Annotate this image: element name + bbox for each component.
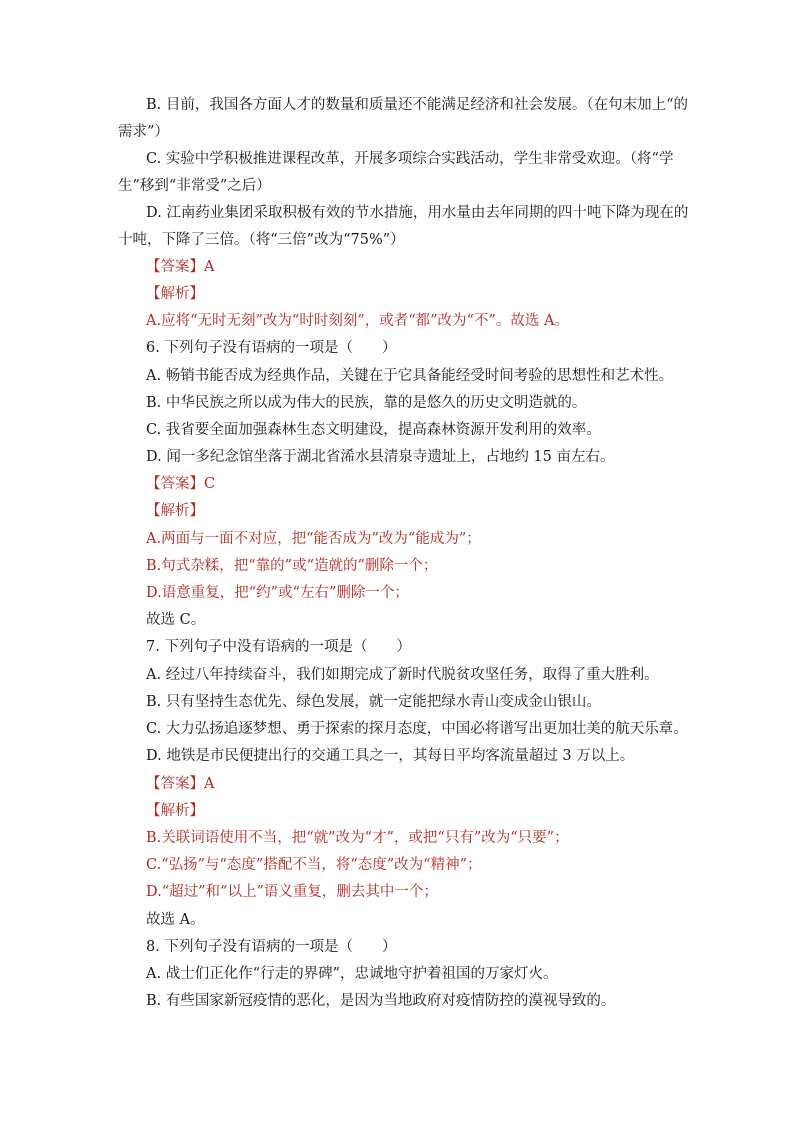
q7-option-a: A. 经过八年持续奋斗，我们如期完成了新时代脱贫攻坚任务，取得了重大胜利。 — [146, 667, 659, 683]
q5-analysis-line: A.应将“无时无刻”改为“时时刻刻”，或者“都”改为“不”。故选 A。 — [146, 313, 569, 329]
q7-analysis-label: 【解析】 — [146, 803, 204, 819]
q6-option-d: D. 闻一多纪念馆坐落于湖北省浠水县清泉寺遗址上，占地约 15 亩左右。 — [146, 449, 615, 465]
q5-answer — [146, 257, 214, 277]
answer-label: 【答案】 — [146, 776, 204, 792]
q8-option-b: B. 有些国家新冠疫情的恶化，是因为当地政府对疫情防控的漠视导致的。 — [146, 993, 616, 1009]
q8-option-a: A. 战士们正化作“行走的界碑”，忠诚地守护着祖国的万家灯火。 — [146, 966, 558, 982]
q5-analysis-label: 【解析】 — [146, 286, 204, 302]
q6-option-c: C. 我省要全面加强森林生态文明建设，提高森林资源开发利用的效率。 — [146, 422, 601, 438]
q8-stem: 8. 下列句子没有语病的一项是（ ） — [146, 939, 397, 955]
q7-stem: 7. 下列句子中没有语病的一项是（ ） — [146, 639, 411, 655]
answer-value: A — [204, 776, 215, 792]
q7-analysis-line: C.“弘扬”与“态度”搭配不当，将“态度”改为“精神”； — [146, 857, 482, 873]
q6-analysis-label: 【解析】 — [146, 503, 204, 519]
q7-analysis-line: B.关联词语使用不当，把“就”改为“才”，或把“只有”改为“只要”； — [146, 830, 569, 846]
q5-option-c: C. 实验中学积极推进课程改革，开展多项综合实践活动，学生非常受欢迎。（将“学 — [146, 151, 674, 167]
answer-value: A — [204, 259, 215, 275]
q6-stem: 6. 下列句子没有语病的一项是（ ） — [146, 340, 397, 356]
q7-answer — [146, 774, 214, 794]
answer-label: 【答案】 — [146, 476, 204, 492]
q6-analysis-line: B.句式杂糅，把“靠的”或“造就的”删除一个； — [146, 558, 438, 574]
q7-option-d: D. 地铁是市民便捷出行的交通工具之一，其每日平均客流量超过 3 万以上。 — [146, 748, 635, 764]
q5-option-d-cont: 十吨，下降了三倍。（将“三倍”改为“75%”） — [118, 232, 405, 248]
q7-conclusion: 故选 A。 — [146, 912, 205, 928]
q6-answer — [146, 474, 215, 494]
q5-option-b: B. 目前，我国各方面人才的数量和质量还不能满足经济和社会发展。（在句末加上“的 — [146, 97, 689, 113]
q6-analysis-line: A.两面与一面不对应，把“能否成为”改为“能成为”； — [146, 531, 481, 547]
q6-option-b: B. 中华民族之所以成为伟大的民族，靠的是悠久的历史文明造就的。 — [146, 395, 587, 411]
answer-value: C — [204, 476, 216, 492]
q7-option-b: B. 只有坚持生态优先、绿色发展，就一定能把绿水青山变成金山银山。 — [146, 694, 601, 710]
q6-conclusion: 故选 C。 — [146, 612, 206, 628]
answer-label: 【答案】 — [146, 259, 204, 275]
q6-option-a: A. 畅销书能否成为经典作品，关键在于它具备能经受时间考验的思想性和艺术性。 — [146, 368, 674, 384]
q5-option-b-cont: 需求”） — [118, 124, 169, 140]
q6-analysis-line: D.语意重复，把“约”或“左右”删除一个； — [146, 585, 409, 601]
q5-option-c-cont: 生”移到“非常受”之后） — [118, 178, 271, 194]
q5-option-d: D. 江南药业集团采取积极有效的节水措施，用水量由去年同期的四十吨下降为现在的 — [146, 205, 689, 221]
q7-option-c: C. 大力弘扬追逐梦想、勇于探索的探月态度，中国必将谱写出更加壮美的航天乐章。 — [146, 721, 688, 737]
q7-analysis-line: D.“超过”和“以上”语义重复，删去其中一个； — [146, 884, 438, 900]
